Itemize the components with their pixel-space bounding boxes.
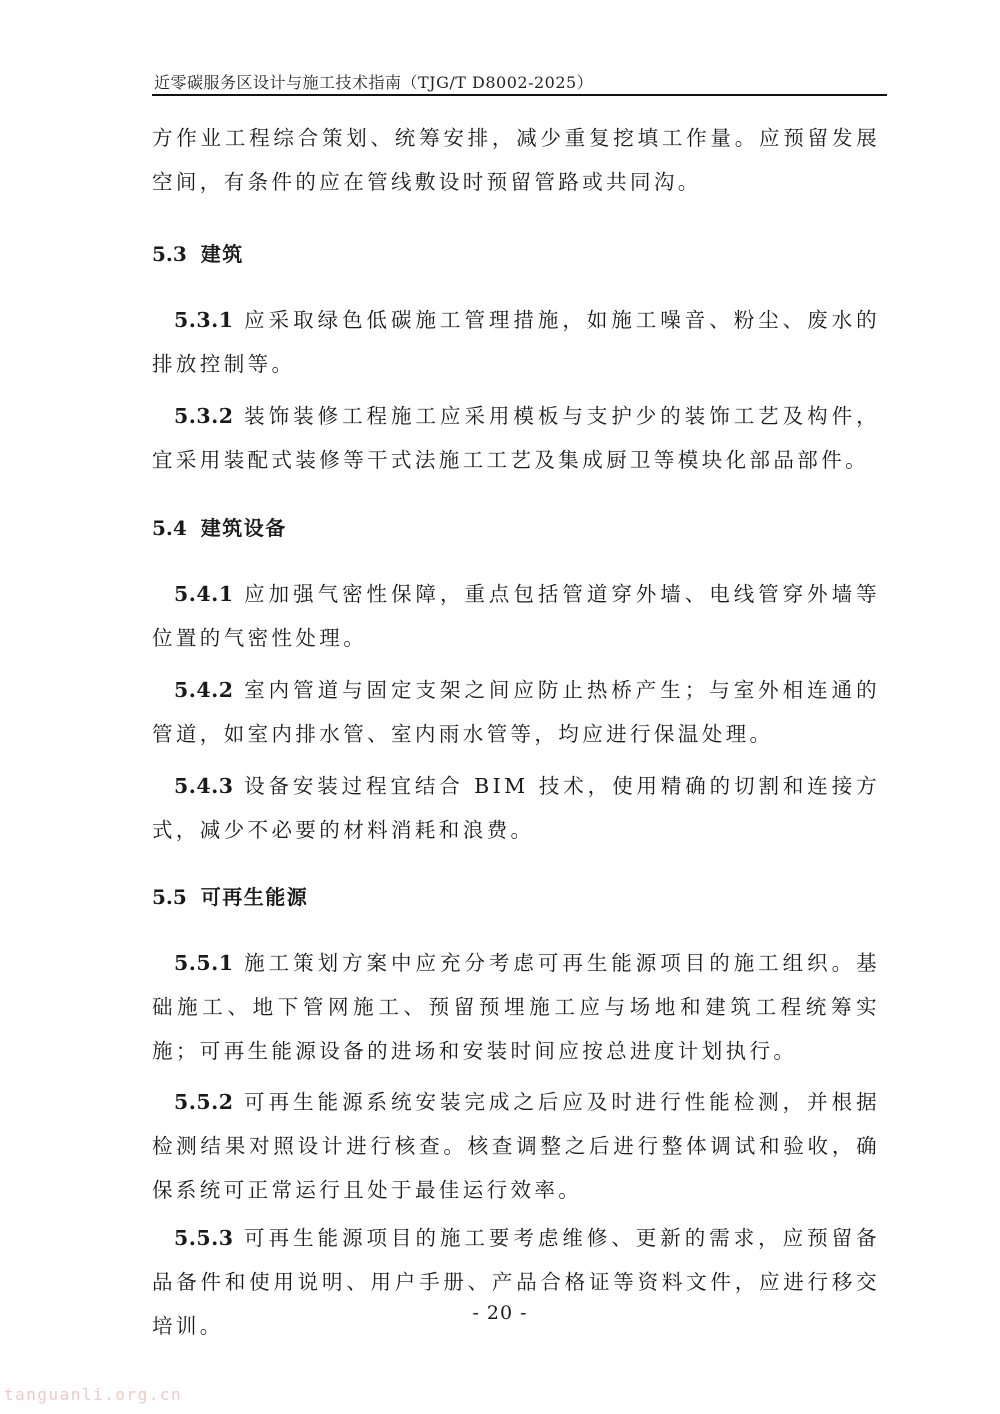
clause-text: 施工策划方案中应充分考虑可再生能源项目的施工组织。基础施工、地下管网施工、预留预埋施工应与场地和建筑工程统筹实施；可再生能源设备的进场和安装时间应按总进度计划执行。 <box>152 951 880 1063</box>
section-title: 可再生能源 <box>200 885 309 909</box>
section-title: 建筑 <box>200 242 244 266</box>
clause-5-5-2 <box>152 1080 880 1212</box>
clause-number: 5.5.1 <box>174 951 234 975</box>
document-title: 近零碳服务区设计与施工技术指南（TJG/T D8002-2025） <box>154 73 594 92</box>
clause-5-4-1 <box>152 572 880 660</box>
intro-paragraph: 方作业工程综合策划、统筹安排，减少重复挖填工作量。应预留发展空间，有条件的应在管线敷设时预留管路或共同沟。 <box>152 126 880 194</box>
clause-5-4-2 <box>152 668 880 756</box>
clause-5-3-1 <box>152 298 880 386</box>
running-header <box>152 68 887 96</box>
section-number: 5.4 <box>152 516 187 540</box>
clause-text: 可再生能源项目的施工要考虑维修、更新的需求，应预留备品备件和使用说明、用户手册、产品合格证等资料文件，应进行移交培训。 <box>152 1226 880 1338</box>
section-heading-5-5 <box>152 881 308 910</box>
clause-number: 5.4.1 <box>174 582 234 606</box>
clause-number: 5.3.1 <box>174 308 234 332</box>
clause-5-4-3 <box>152 764 880 852</box>
clause-text: 装饰装修工程施工应采用模板与支护少的装饰工艺及构件，宜采用装配式装修等干式法施工工艺及集成厨卫等模块化部品部件。 <box>152 404 880 472</box>
section-heading-5-3 <box>152 238 244 267</box>
clause-text: 应采取绿色低碳施工管理措施，如施工噪音、粉尘、废水的排放控制等。 <box>152 308 880 376</box>
clause-number: 5.4.3 <box>174 774 234 798</box>
page-number: - 20 - <box>472 1302 528 1324</box>
header-rule <box>152 94 887 96</box>
clause-5-5-1 <box>152 941 880 1073</box>
clause-5-3-2 <box>152 394 880 482</box>
section-title: 建筑设备 <box>200 516 287 540</box>
section-heading-5-4 <box>152 512 287 541</box>
section-number: 5.5 <box>152 885 187 909</box>
clause-number: 5.4.2 <box>174 678 234 702</box>
clause-number: 5.5.2 <box>174 1090 234 1114</box>
clause-number: 5.5.3 <box>174 1226 234 1250</box>
clause-text: 可再生能源系统安装完成之后应及时进行性能检测，并根据检测结果对照设计进行核查。核查调整之后进行整体调试和验收，确保系统可正常运行且处于最佳运行效率。 <box>152 1090 880 1202</box>
clause-5-5-3 <box>152 1216 880 1348</box>
clause-text: 设备安装过程宜结合 BIM 技术，使用精确的切割和连接方式，减少不必要的材料消耗和浪费。 <box>152 774 880 842</box>
clause-number: 5.3.2 <box>174 404 234 428</box>
clause-text: 室内管道与固定支架之间应防止热桥产生；与室外相连通的管道，如室内排水管、室内雨水管等，均应进行保温处理。 <box>152 678 880 746</box>
section-number: 5.3 <box>152 242 187 266</box>
watermark: tanguanli.org.cn <box>4 1385 183 1404</box>
clause-text: 应加强气密性保障，重点包括管道穿外墙、电线管穿外墙等位置的气密性处理。 <box>152 582 880 650</box>
